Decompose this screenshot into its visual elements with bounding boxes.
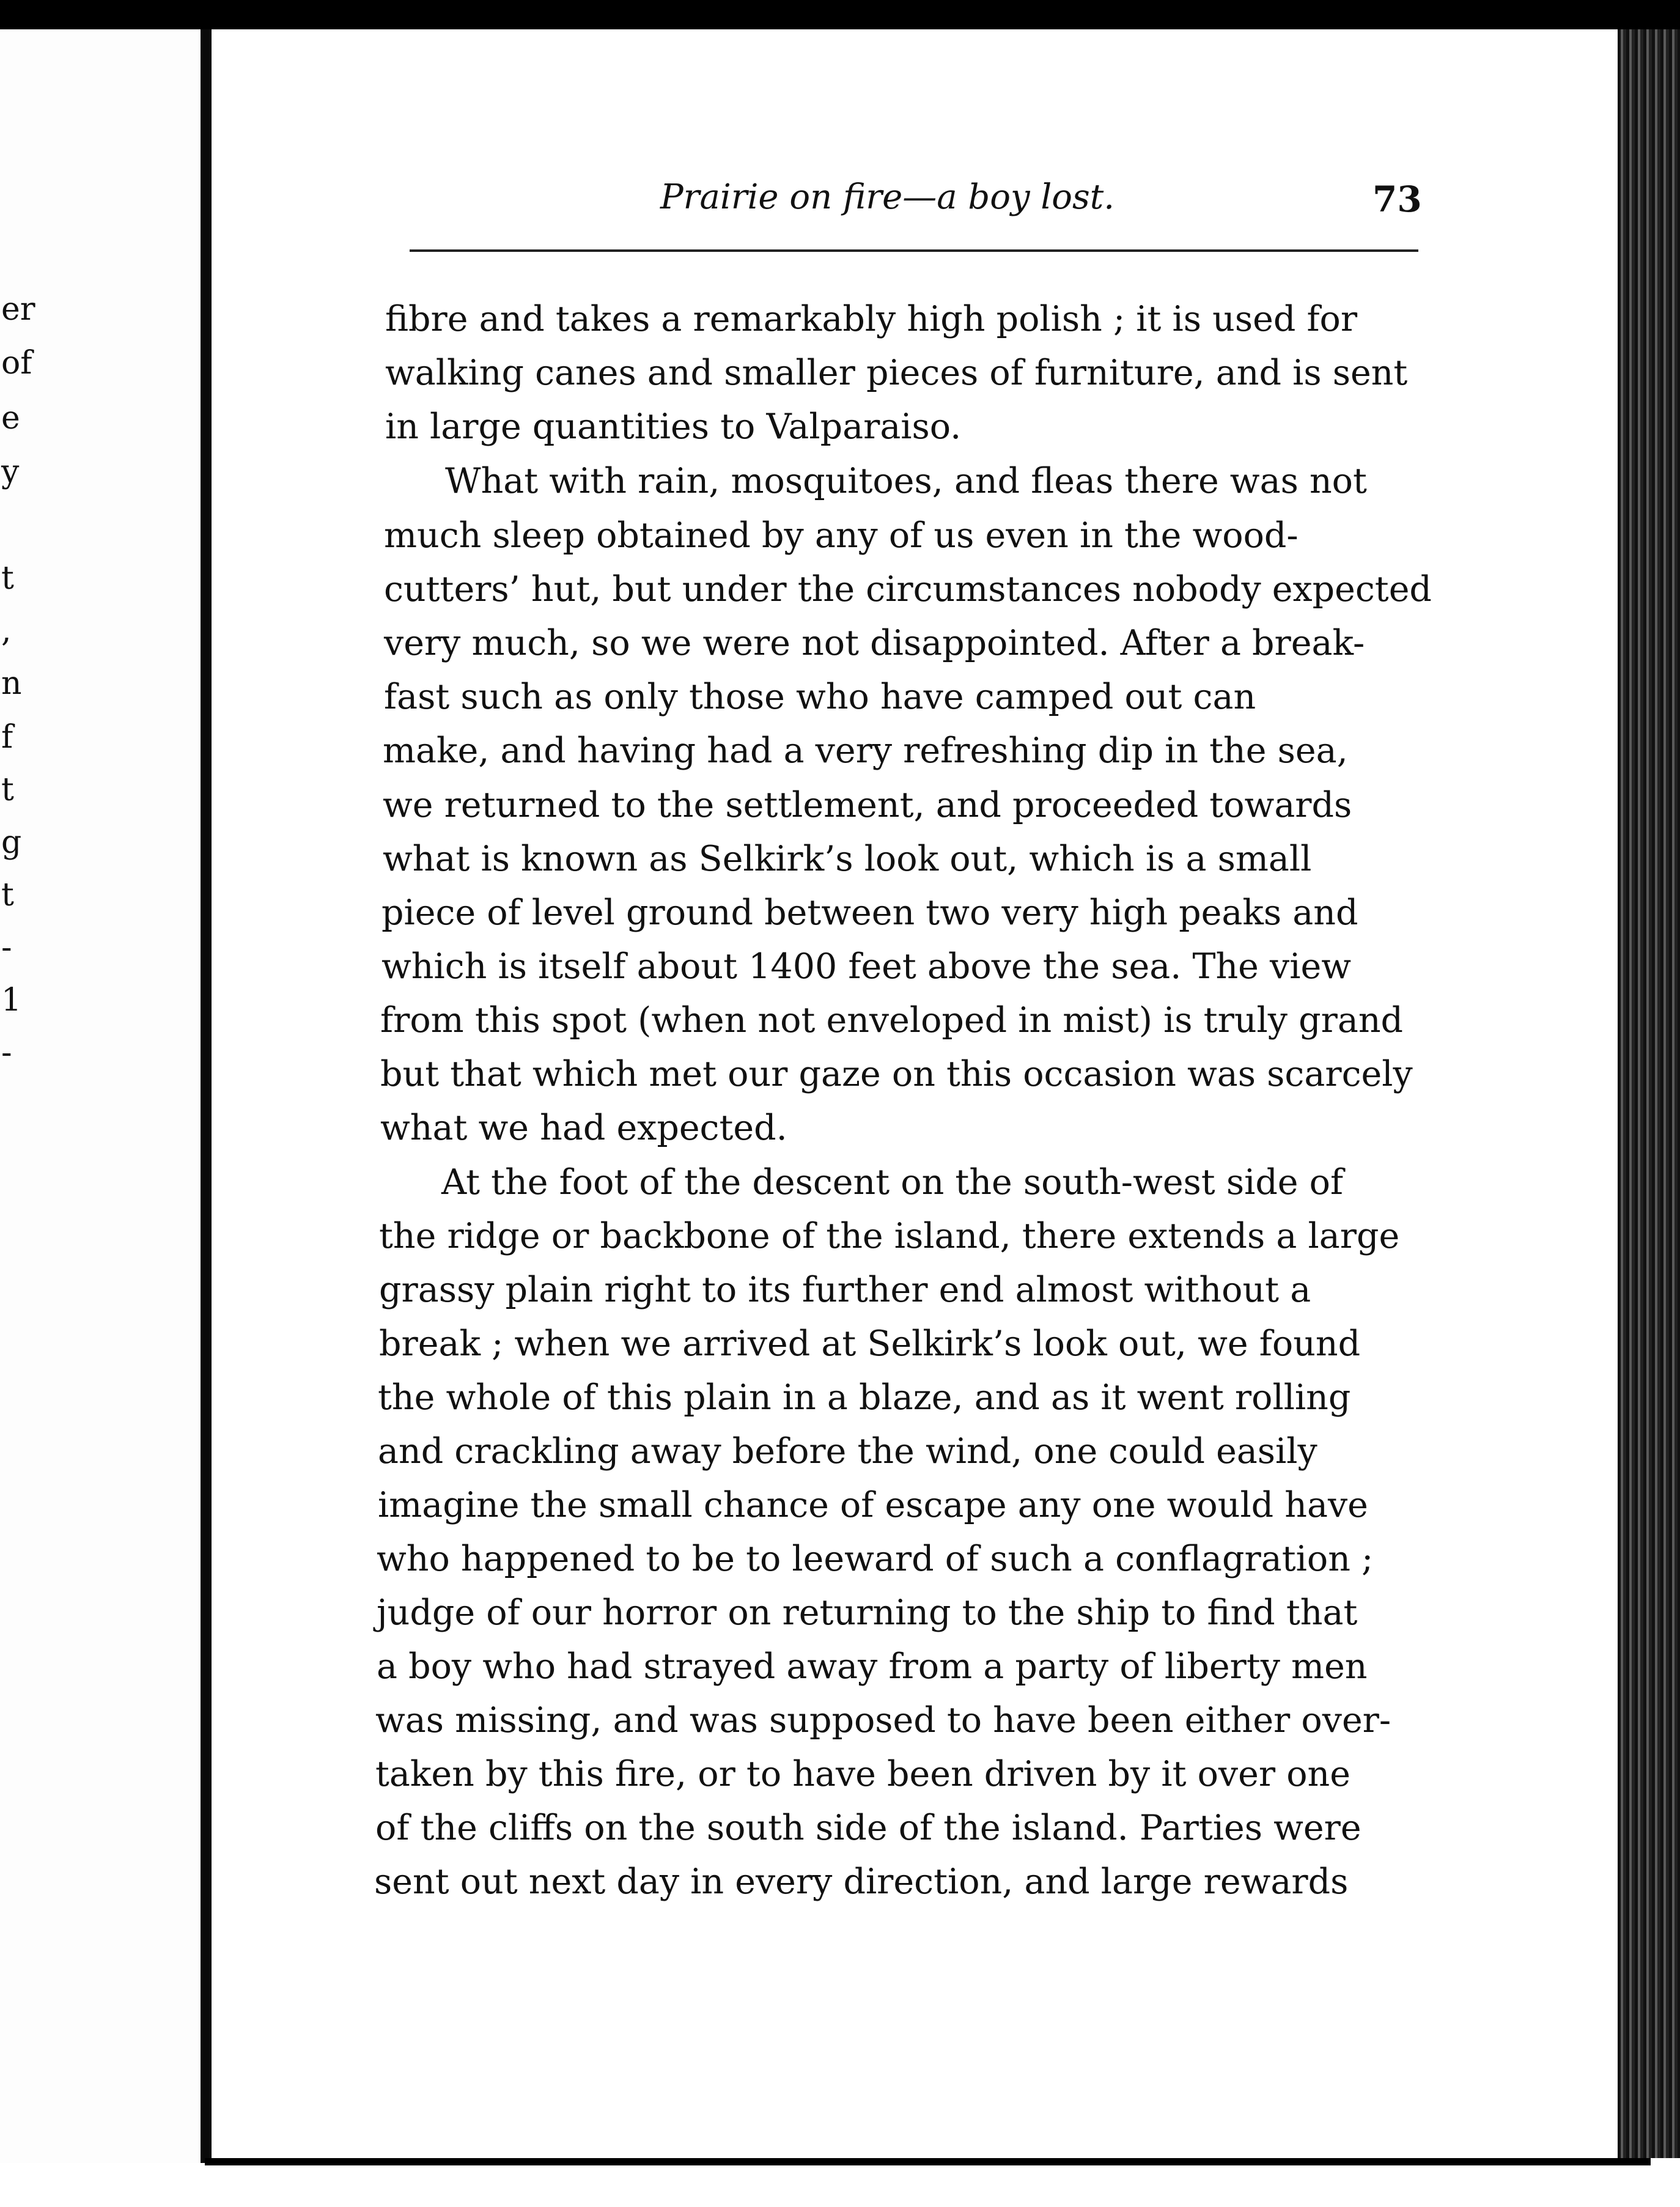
text-line: which is itself about 1400 feet above the sea. The view	[381, 946, 1351, 987]
text-line: imagine the small chance of escape any one would have	[378, 1485, 1368, 1525]
text-line: we returned to the settlement, and proceeded towards	[383, 785, 1352, 825]
text-line: in large quantities to Valparaiso.	[385, 407, 962, 447]
facing-page-fragment: n	[1, 665, 22, 702]
scan-top-border	[0, 0, 1680, 29]
text-line: fast such as only those who have camped out can	[384, 677, 1256, 717]
text-line: fibre and takes a remarkably high polish ; it is used for	[385, 299, 1358, 339]
text-line: very much, so we were not disappointed. After a break-	[384, 623, 1365, 663]
facing-page-fragment: of	[1, 345, 32, 381]
facing-page-fragment: t	[1, 560, 14, 597]
text-line: the whole of this plain in a blaze, and as it went rolling	[378, 1377, 1351, 1418]
facing-page-fragment: t	[1, 877, 14, 913]
facing-page-fragment: g	[1, 824, 22, 861]
book-gutter	[201, 29, 212, 2163]
text-line: but that which met our gaze on this occasion was scarcely	[380, 1054, 1413, 1094]
text-line: and crackling away before the wind, one could easily	[378, 1431, 1317, 1472]
text-line: judge of our horror on returning to the ship to find that	[377, 1593, 1358, 1633]
text-line: piece of level ground between two very high peaks and	[381, 893, 1358, 933]
text-line: cutters’ hut, but under the circumstances nobody expected	[384, 569, 1432, 610]
text-line: sent out next day in every direction, and large rewards	[374, 1862, 1349, 1902]
text-line: much sleep obtained by any of us even in the wood-	[384, 515, 1299, 556]
text-line: walking canes and smaller pieces of furniture, and is sent	[385, 353, 1408, 393]
page-stack-edge	[1618, 29, 1680, 2158]
facing-page-fragment: -	[1, 1034, 12, 1071]
text-line: of the cliffs on the south side of the island. Parties were	[375, 1808, 1361, 1848]
text-line: what is known as Selkirk’s look out, which is a small	[383, 839, 1312, 879]
text-line: grassy plain right to its further end almost without a	[379, 1270, 1311, 1310]
running-header: Prairie on fire—a boy lost.	[660, 177, 1115, 217]
scan-bottom-margin	[0, 2169, 1680, 2207]
facing-page-fragment: t	[1, 772, 14, 808]
facing-page-fragment: -	[1, 929, 12, 966]
facing-page-fragment: ,	[1, 613, 12, 649]
facing-page-fragment: e	[1, 400, 20, 437]
text-line: a boy who had strayed away from a party of liberty men	[377, 1646, 1368, 1687]
text-line: taken by this fire, or to have been driven by it over one	[375, 1754, 1350, 1794]
text-line: break ; when we arrived at Selkirk’s look out, we found	[379, 1324, 1361, 1364]
text-line: What with rain, mosquitoes, and fleas there was not	[445, 461, 1367, 501]
facing-page-fragment: er	[1, 291, 35, 328]
facing-page-fragment: 1	[1, 982, 22, 1019]
text-line: the ridge or backbone of the island, there extends a large	[379, 1216, 1400, 1256]
text-line: what we had expected.	[380, 1108, 787, 1148]
facing-page-fragment: y	[1, 454, 20, 490]
scan-bottom-edge	[205, 2158, 1651, 2165]
facing-page-fragment: f	[1, 719, 13, 756]
header-rule	[410, 249, 1418, 252]
text-line: was missing, and was supposed to have been either over-	[375, 1700, 1391, 1741]
text-line: make, and having had a very refreshing dip in the sea,	[383, 731, 1348, 771]
page-number: 73	[1372, 179, 1422, 220]
text-line: who happened to be to leeward of such a conflagration ;	[377, 1539, 1374, 1579]
text-line: from this spot (when not enveloped in mist) is truly grand	[380, 1000, 1404, 1041]
text-line: At the foot of the descent on the south-west side of	[441, 1162, 1344, 1203]
